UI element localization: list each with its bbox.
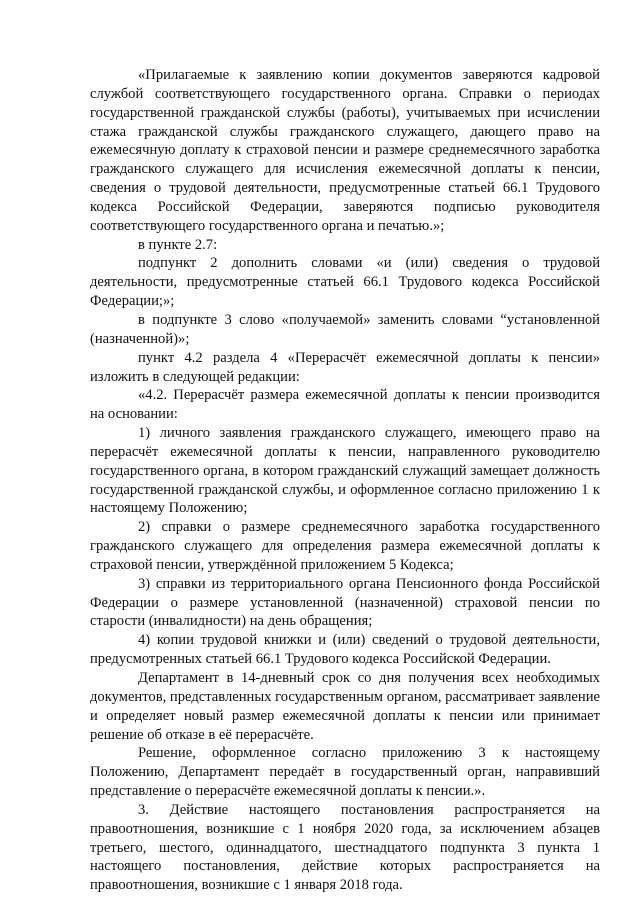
paragraph-point-2-7: в пункте 2.7: bbox=[138, 236, 218, 253]
paragraph-documents-certification: «Прилагаемые к заявлению копии документов заверяются кадровой службой соответствующего государственного органа. Справки о периодах государственной гражданской службы (работы), учитываемых при исчислении стажа гражданской службы гражданского служащего, дающего право на ежемесячную доплату к страховой пенсии и размере среднемесячного заработка гражданского служащего для исчисления ежемесячной доплаты к пенсии, сведения о трудовой деятельности, предусмотренные статьей 66.1 Трудового кодекса Российской Федерации, заверяются подписью руководителя соответствующего государственного органа и печатью.»; bbox=[90, 67, 600, 234]
list-item-2: 2) справки о размере среднемесячного заработка государственного гражданского служащего для определения размера ежемесячной доплаты к страховой пенсии, утверждённой приложением 5 Кодекса; bbox=[90, 519, 600, 573]
paragraph-point-4-2-intro: пункт 4.2 раздела 4 «Перерасчёт ежемесячной доплаты к пенсии» изложить в следующей редакции: bbox=[90, 349, 600, 385]
paragraph-subpoint-3: в подпункте 3 слово «получаемой» заменить словами “установленной (назначенной)»; bbox=[90, 311, 600, 347]
document-page bbox=[90, 66, 600, 895]
list-item-1: 1) личного заявления гражданского служащего, имеющего право на перерасчёт ежемесячной доплаты к пенсии, направленного руководителю государственного органа, в котором гражданский служащий замещает должность государственной гражданской службы, и оформленное согласно приложению 1 к настоящему Положению; bbox=[90, 425, 600, 517]
paragraph-point-4-2: «4.2. Перерасчёт размера ежемесячной доплаты к пенсии производится на основании: bbox=[90, 387, 600, 423]
list-item-4: 4) копии трудовой книжки и (или) сведений о трудовой деятельности, предусмотренных статьей 66.1 Трудового кодекса Российской Федерации. bbox=[90, 632, 600, 668]
paragraph-effective-date: 3. Действие настоящего постановления распространяется на правоотношения, возникшие с 1 ноября 2020 года, за исключением абзацев третьего, шестого, одиннадцатого, шестнадцатого подпункта 3 пункта 1 настоящего постановления, действие которых распространяется на правоотношения, возникшие с 1 января 2018 года. bbox=[90, 801, 600, 894]
paragraph-department-review: Департамент в 14-дневный срок со дня получения всех необходимых документов, представленных государственным органом, рассматривает заявление и определяет новый размер ежемесячной доплаты к пенсии или принимает решение об отказе в её перерасчёте. bbox=[90, 670, 600, 743]
paragraph-subpoint-2: подпункт 2 дополнить словами «и (или) сведения о трудовой деятельности, предусмотренные статьей 66.1 Трудового кодекса Российской Федерации;»; bbox=[90, 255, 600, 310]
paragraph-decision: Решение, оформленное согласно приложению 3 к настоящему Положению, Департамент передаёт в государственный орган, направивший представление о перерасчёте ежемесячной доплаты к пенсии.». bbox=[90, 745, 600, 800]
list-item-3: 3) справки из территориального органа Пенсионного фонда Российской Федерации о размере установленной (назначенной) страховой пенсии по старости (инвалидности) на день обращения; bbox=[90, 575, 600, 630]
